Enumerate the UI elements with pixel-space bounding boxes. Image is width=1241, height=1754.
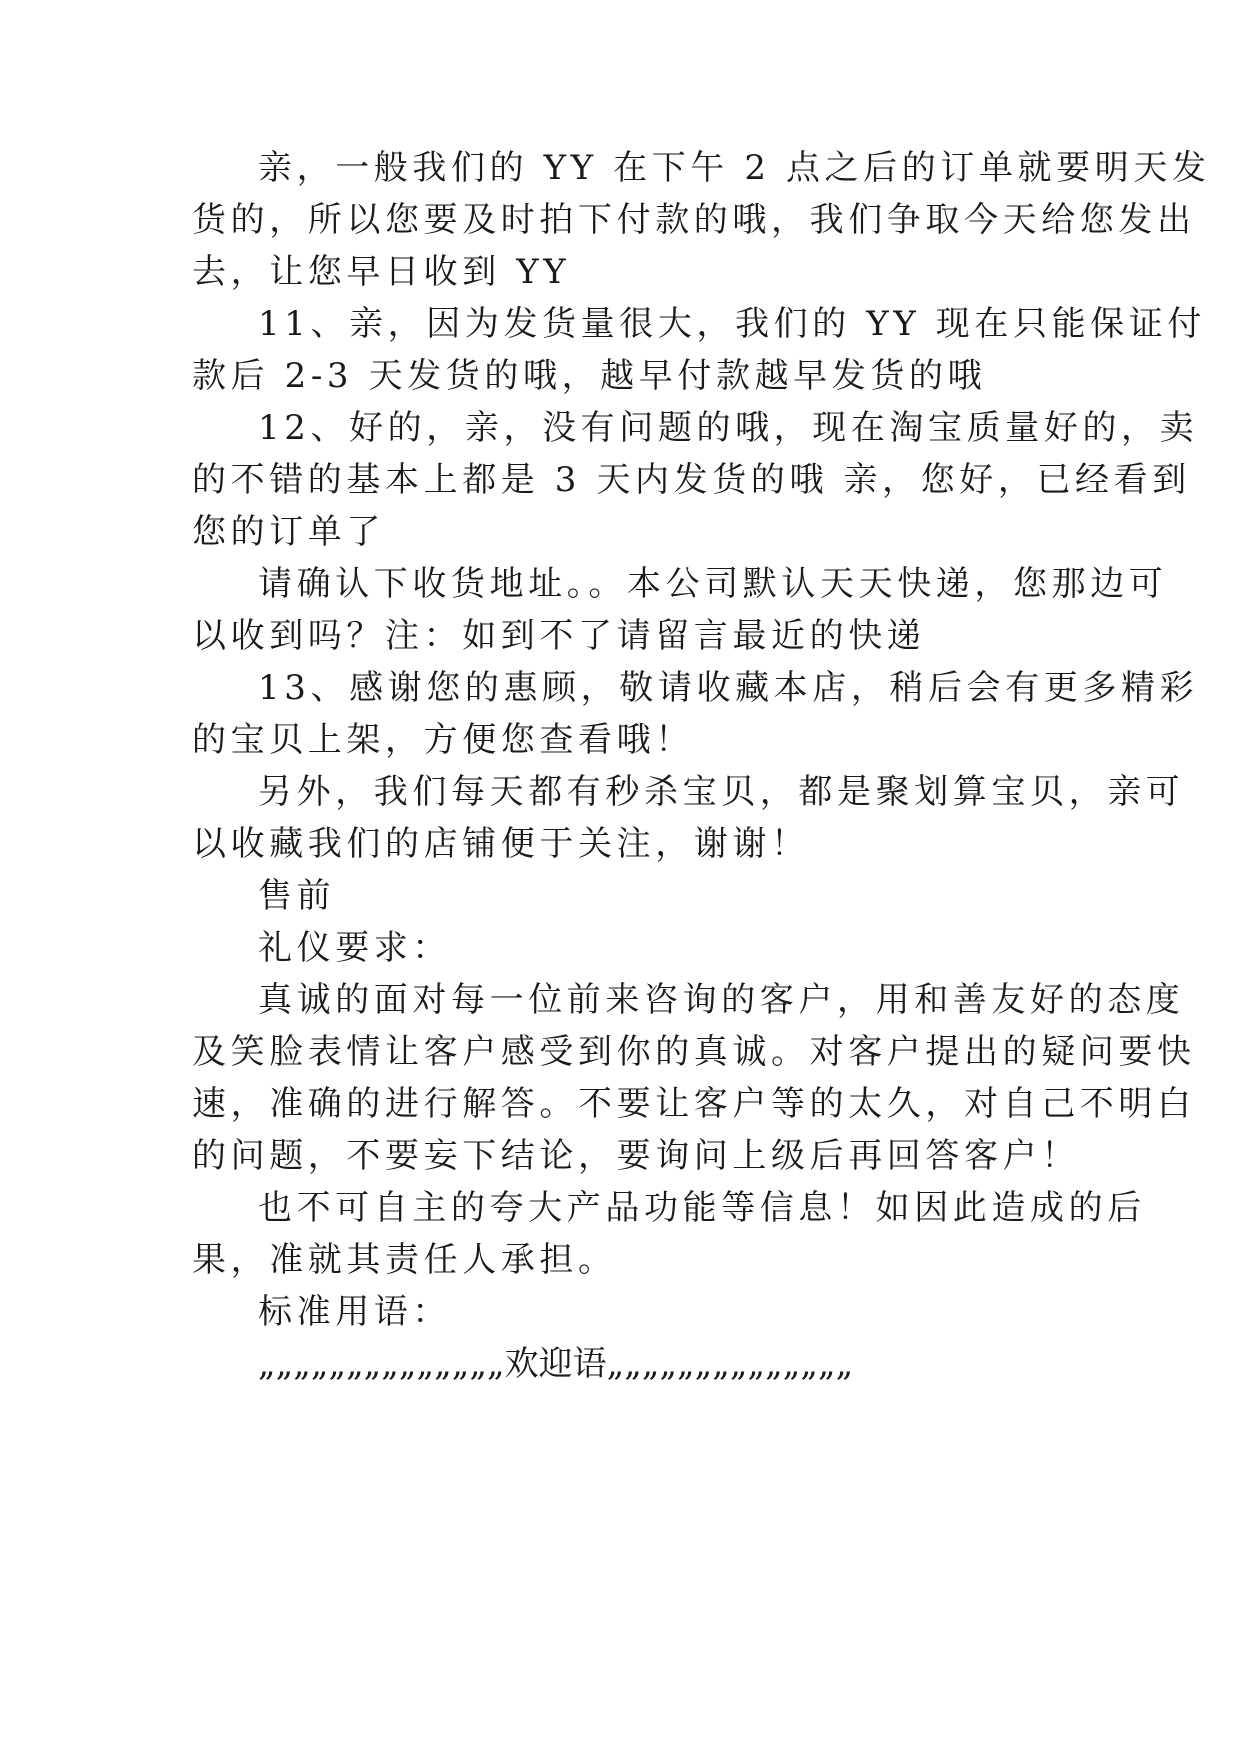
text-line: 款后 2-3 天发货的哦，越早付款越早发货的哦 — [192, 356, 987, 396]
text-line: 真诚的面对每一位前来咨询的客户，用和善友好的态度 — [258, 980, 1185, 1020]
text-line: 13、感谢您的惠顾，敬请收藏本店，稍后会有更多精彩 — [258, 668, 1199, 708]
text-line: 标准用语： — [258, 1292, 451, 1332]
text-line: 的问题，不要妄下结论，要询问上级后再回答客户！ — [192, 1136, 1080, 1176]
text-line: 以收藏我们的店铺便于关注，谢谢！ — [192, 824, 810, 864]
text-line: 您的订单了 — [192, 512, 385, 552]
text-line: 的不错的基本上都是 3 天内发货的哦 亲，您好，已经看到 — [192, 460, 1191, 500]
text-line: 以收到吗？注：如到不了请留言最近的快递 — [192, 616, 926, 656]
text-line: 的宝贝上架，方便您查看哦！ — [192, 720, 694, 760]
text-line: 果，准就其责任人承担。 — [192, 1240, 617, 1280]
text-line: 礼仪要求： — [258, 928, 451, 968]
text-line: 去，让您早日收到 YY — [192, 252, 571, 292]
text-line: „„„„„„„„„„„„„„欢迎语„„„„„„„„„„„„„„ — [258, 1344, 854, 1384]
text-line: 售前 — [258, 876, 336, 916]
text-line: 货的，所以您要及时拍下付款的哦，我们争取今天给您发出 — [192, 200, 1196, 240]
text-line: 另外，我们每天都有秒杀宝贝，都是聚划算宝贝，亲可 — [258, 772, 1185, 812]
text-line: 11、亲，因为发货量很大，我们的 YY 现在只能保证付 — [258, 304, 1206, 344]
text-line: 也不可自主的夸大产品功能等信息！如因此造成的后 — [258, 1188, 1146, 1228]
text-line: 请确认下收货地址。。本公司默认天天快递，您那边可 — [258, 564, 1168, 604]
text-line: 速，准确的进行解答。不要让客户等的太久，对自己不明白 — [192, 1084, 1196, 1124]
text-line: 亲，一般我们的 YY 在下午 2 点之后的订单就要明天发 — [258, 148, 1211, 188]
text-line: 12、好的，亲，没有问题的哦，现在淘宝质量好的，卖 — [258, 408, 1199, 448]
text-line: 及笑脸表情让客户感受到你的真诚。对客户提出的疑问要快 — [192, 1032, 1196, 1072]
